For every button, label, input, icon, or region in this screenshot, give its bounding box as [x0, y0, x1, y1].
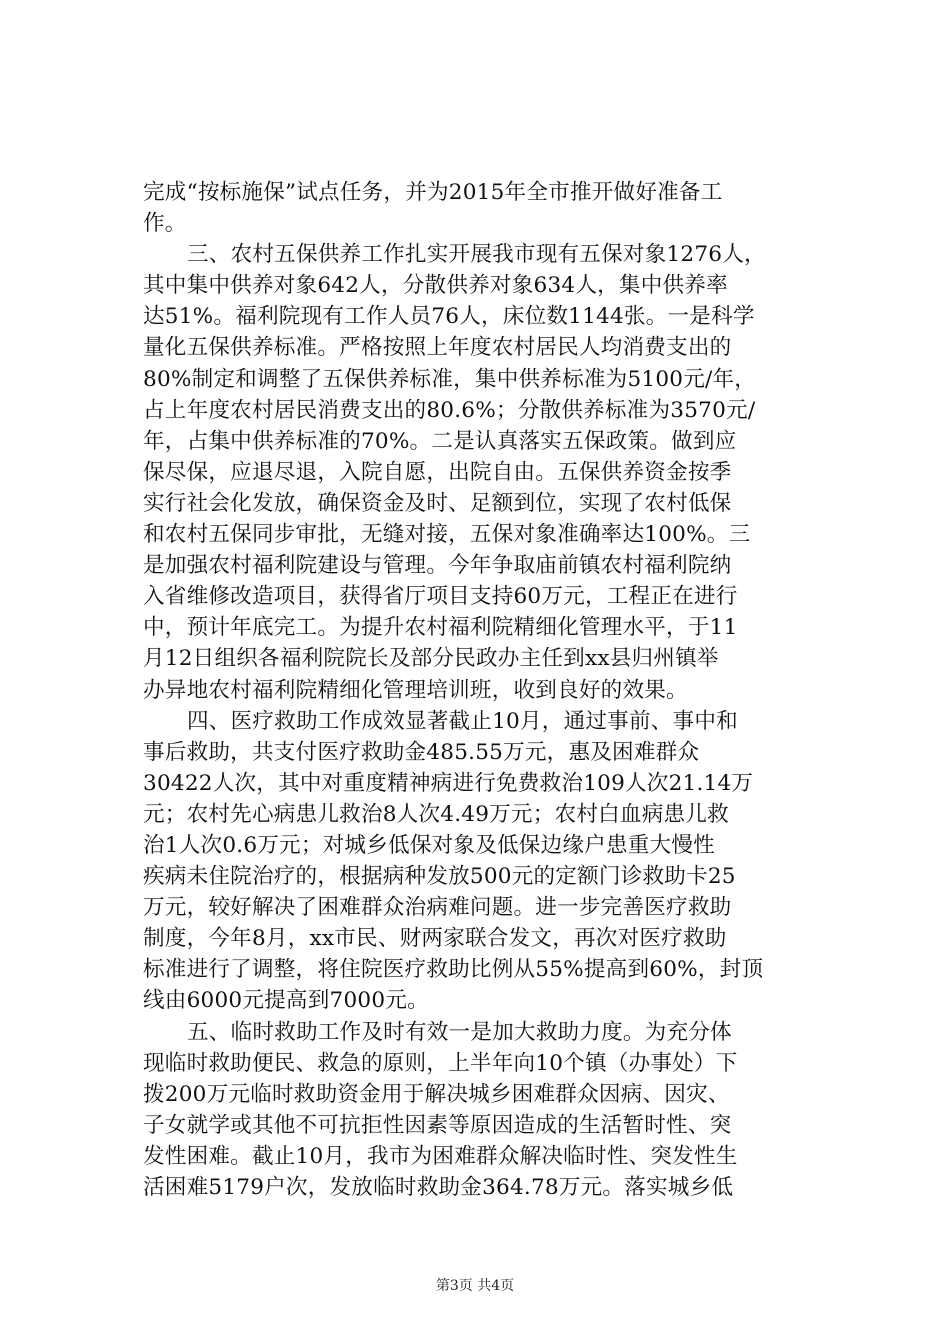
document-body [143, 177, 811, 1203]
text-line: 保尽保，应退尽退，入院自愿，出院自由。五保供养资金按季 [143, 459, 732, 485]
text-line: 是加强农村福利院建设与管理。今年争取庙前镇农村福利院纳 [143, 553, 732, 579]
text-line: 事后救助，共支付医疗救助金485.55万元，惠及困难群众 [143, 739, 700, 765]
text-line: 80%制定和调整了五保供养标准，集中供养标准为5100元/年， [143, 366, 757, 392]
text-line: 月12日组织各福利院院长及部分民政办主任到xx县归州镇举 [143, 646, 719, 672]
text-line: 实行社会化发放，确保资金及时、足额到位，实现了农村低保 [143, 490, 732, 516]
text-line: 和农村五保同步审批，无缝对接，五保对象准确率达100%。三 [143, 522, 751, 548]
text-line: 元；农村先心病患儿救治8人次4.49万元；农村白血病患儿救 [143, 801, 729, 827]
text-line: 标准进行了调整，将住院医疗救助比例从55%提高到60%，封顶 [143, 957, 764, 983]
text-line: 作。 [143, 211, 187, 237]
text-line: 办异地农村福利院精细化管理培训班，收到良好的效果。 [143, 677, 688, 703]
page-number-footer: 第3页 共4页 [435, 1278, 515, 1294]
paragraph-start-line: 五、临时救助工作及时有效一是加大救助力度。为充分体 [187, 1019, 732, 1045]
text-line: 完成“按标施保”试点任务，并为2015年全市推开做好准备工 [143, 180, 723, 205]
text-line: 制度，今年8月，xx市民、财两家联合发文，再次对医疗救助 [143, 926, 727, 952]
text-line: 疾病未住院治疗的，根据病种发放500元的定额门诊救助卡25 [143, 864, 736, 890]
text-line: 入省维修改造项目，获得省厅项目支持60万元，工程正在进行 [143, 584, 738, 610]
text-line: 年，占集中供养标准的70%。二是认真落实五保政策。做到应 [143, 428, 737, 454]
text-line: 治1人次0.6万元；对城乡低保对象及低保边缘户患重大慢性 [143, 832, 715, 858]
text-line: 30422人次，其中对重度精神病进行免费救治109人次21.14万 [143, 770, 754, 796]
text-line: 其中集中供养对象642人，分散供养对象634人，集中供养率 [143, 273, 728, 299]
text-line: 拨200万元临时救助资金用于解决城乡困难群众因病、因灾、 [143, 1081, 730, 1107]
text-line: 发性困难。截止10月，我市为困难群众解决临时性、突发性生 [143, 1143, 738, 1169]
text-line: 现临时救助便民、救急的原则，上半年向10个镇（办事处）下 [143, 1050, 738, 1076]
text-line: 子女就学或其他不可抗拒性因素等原因造成的生活暂时性、突 [143, 1112, 732, 1138]
text-line: 活困难5179户次，发放临时救助金364.78万元。落实城乡低 [143, 1175, 734, 1200]
paragraph-start-line: 三、农村五保供养工作扎实开展我市现有五保对象1276人， [187, 242, 766, 268]
text-line: 万元，较好解决了困难群众治病难问题。进一步完善医疗救助 [143, 895, 732, 921]
text-line: 线由6000元提高到7000元。 [143, 988, 429, 1014]
text-line: 中，预计年底完工。为提升农村福利院精细化管理水平，于11 [143, 615, 738, 641]
paragraph-start-line: 四、医疗救助工作成效显著截止10月，通过事前、事中和 [187, 708, 738, 734]
text-line: 量化五保供养标准。严格按照上年度农村居民人均消费支出的 [143, 335, 732, 361]
text-line: 占上年度农村居民消费支出的80.6%；分散供养标准为3570元/ [143, 397, 756, 423]
text-line: 达51%。福利院现有工作人员76人，床位数1144张。一是科学 [143, 304, 755, 330]
